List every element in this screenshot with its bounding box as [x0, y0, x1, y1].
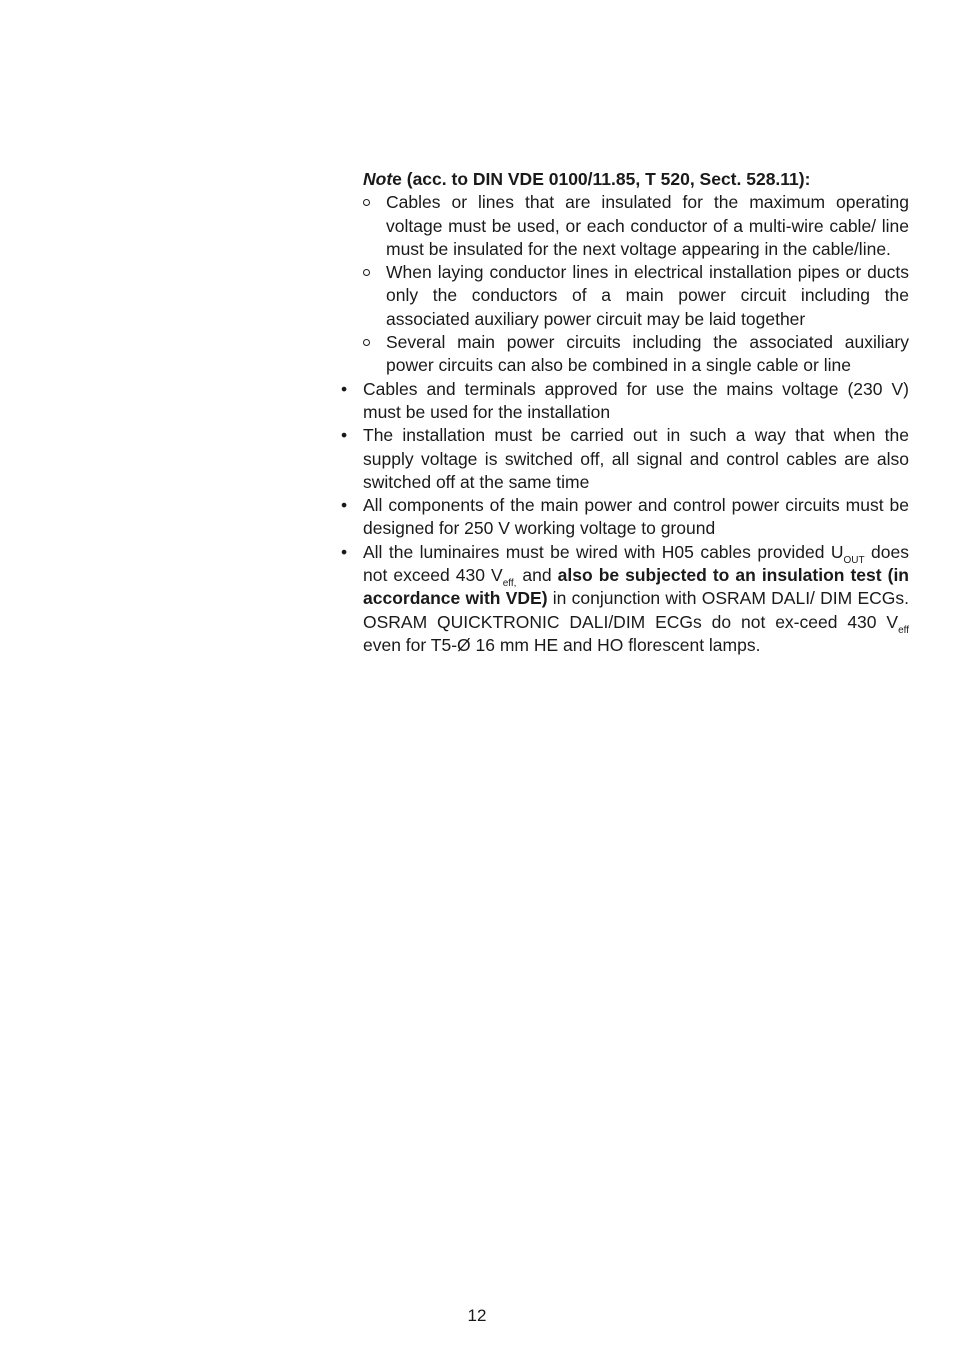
list-item [341, 378, 909, 425]
main-list [341, 378, 909, 658]
text-run: even for T5-Ø 16 mm HE and HO florescent lamps. [363, 634, 761, 655]
bullet-icon: • [341, 495, 348, 516]
circle-bullet-icon [363, 269, 370, 276]
list-item-text: All components of the main power and control power circuits must be designed for 250 V working voltage to ground [363, 495, 909, 539]
circle-bullet-icon [363, 339, 370, 346]
text-run: and [516, 565, 558, 586]
list-item-text: When laying conductor lines in electrical installation pipes or ducts only the conductors of a main power circuit including the associated auxiliary power circuit may be laid together [386, 262, 909, 329]
text-run: All the luminaires must be wired with H05 cables provided U [363, 541, 844, 562]
list-item [341, 191, 909, 261]
list-item-text: Several main power circuits including the associated auxiliary power circuits can also be combined in a single cable or line [386, 332, 909, 376]
list-item-text: Cables and terminals approved for use the mains voltage (230 V) must be used for the installation [363, 378, 909, 422]
document-content [341, 168, 909, 657]
list-item [341, 494, 909, 541]
list-item [341, 261, 909, 331]
page-number: 12 [467, 1306, 487, 1325]
subscript-out: OUT [843, 554, 865, 566]
list-item-text: The installation must be carried out in such a way that when the supply voltage is switched off, all signal and control cables are also switched off at the same time [363, 425, 909, 492]
bullet-icon: • [341, 425, 348, 446]
bullet-icon: • [341, 541, 348, 562]
bullet-icon: • [341, 378, 348, 399]
note-sub-list [341, 191, 909, 377]
subscript-eff: eff [898, 624, 909, 636]
note-heading-text: e (acc. to DIN VDE 0100/11.85, T 520, Sect. 528.11): [392, 169, 811, 189]
text-run: in conjunction with OSRAM DALI/ DIM ECGs. OSRAM QUICKTRONIC DALI/DIM ECGs do not ex-ceed 430 V [363, 588, 909, 632]
bold-text: also be subjected to an insulation test (in accordance with VDE) [363, 565, 909, 609]
list-item-text: Cables or lines that are insulated for the maximum operating voltage must be used, or each conductor of a multi-wire cable/ line must be insulated for the next voltage appearing in the cable/line. [386, 192, 909, 259]
list-item [341, 541, 909, 657]
subscript-eff: eff, [502, 578, 517, 590]
note-heading-italic: Not [363, 169, 393, 189]
note-heading [363, 168, 909, 191]
list-item [341, 331, 909, 378]
list-item [341, 424, 909, 494]
text-run: does not exceed 430 V [363, 541, 909, 586]
circle-bullet-icon [363, 199, 370, 206]
list-item-text [363, 542, 909, 655]
